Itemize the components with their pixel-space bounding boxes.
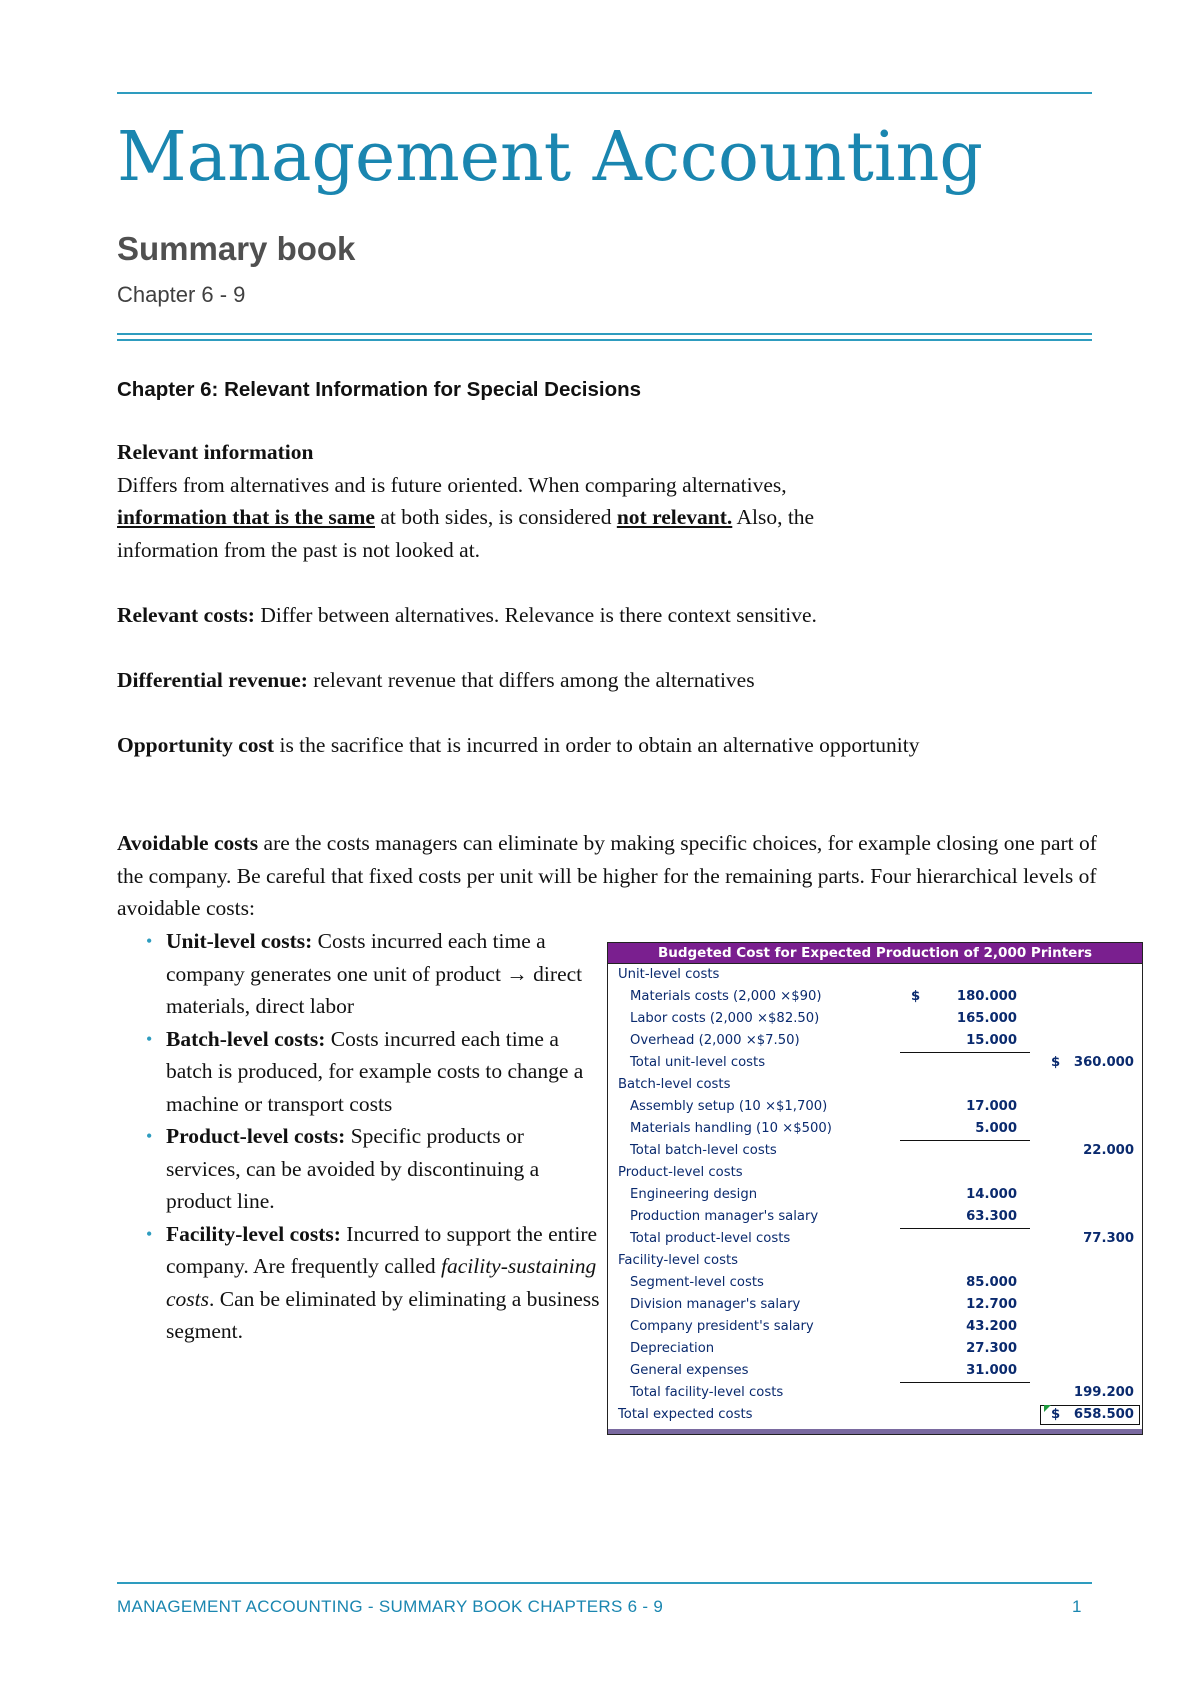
table-row [608,1206,1142,1228]
relevant-info-line1: Differs from alternatives and is future oriented. When comparing alternatives, [117,472,787,497]
relevant-info-mid: at both sides, is considered [374,505,617,529]
bullet-icon: • [146,1028,153,1049]
row-value: 15.000 [966,1033,1017,1048]
table-row [608,1338,1142,1360]
footer-rule [117,1582,1092,1584]
row-total: 199.200 [1073,1385,1134,1400]
batch-level-term: Batch-level costs: [166,1026,326,1051]
facility-level-text-before: Incurred to support the entire company. Are frequently called [166,1221,598,1278]
row-total: 22.000 [1083,1143,1134,1158]
page-number: 1 [1072,1597,1082,1616]
row-value: 165.000 [956,1011,1017,1026]
row-value: 63.300 [966,1209,1017,1224]
row-label: Materials costs (2,000 ×$90) [630,989,822,1004]
differential-revenue-term: Differential revenue: [117,668,308,692]
unit-level-term: Unit-level costs: [166,929,313,953]
row-value: 5.000 [975,1121,1017,1136]
unit-level-heading: Unit-level costs [618,967,720,982]
relevant-info-line3: information from the past is not looked at. [117,537,481,562]
bullet-icon: • [146,1223,153,1244]
table-row [608,1096,1142,1118]
table-row [608,1316,1142,1338]
row-label: Total unit-level costs [630,1055,766,1070]
row-value: 85.000 [966,1275,1017,1290]
dollar-sign: $ [1051,1055,1061,1070]
table-row [608,1008,1142,1030]
row-total: 77.300 [1083,1231,1134,1246]
avoidable-costs-term: Avoidable costs [117,831,259,855]
dollar-sign: $ [911,989,921,1004]
row-label: Depreciation [630,1341,715,1356]
row-label: Total product-level costs [630,1231,791,1246]
relevant-costs-text: Differ between alternatives. Relevance is there context sensitive. [254,603,817,627]
product-level-text: Specific products or services, can be avoided by discontinuing a product line. [166,1124,540,1213]
document-title: Management Accounting [117,118,983,197]
product-level-heading: Product-level costs [618,1165,743,1180]
table-row [608,1294,1142,1316]
table-row [608,986,1142,1008]
budget-table-title: Budgeted Cost for Expected Production of 2,000 Printers [608,943,1142,964]
table-row [608,1360,1142,1382]
facility-level-text-after: . Can be eliminated by eliminating a business segment. [166,1286,600,1343]
table-row [608,1030,1142,1052]
relevant-info-section [117,436,1102,566]
opportunity-cost-term: Opportunity cost [117,733,275,757]
relevant-costs-term: Relevant costs: [117,603,255,627]
table-row-total [608,1052,1142,1074]
list-item [146,1120,600,1218]
relevant-costs-paragraph [117,599,1102,632]
footer-text: MANAGEMENT ACCOUNTING - SUMMARY BOOK CHAPTERS 6 - 9 [117,1597,664,1616]
row-label: General expenses [630,1363,749,1378]
row-label: Engineering design [630,1187,758,1202]
row-label: Materials handling (10 ×$500) [630,1121,832,1136]
avoidable-costs-text: are the costs managers can eliminate by making specific choices, for example closing one part of the company. Be careful that fixed costs per unit will be higher for the remaining parts. Four hierarchical levels of avoidable costs: [117,831,1097,920]
bullet-icon: • [146,1126,153,1146]
underlined-not-relevant: not relevant. [616,505,733,529]
row-label: Division manager's salary [630,1297,801,1312]
opportunity-cost-paragraph [117,729,1007,762]
row-total: 360.000 [1073,1055,1134,1070]
cost-levels-list [146,925,600,1348]
facility-level-term: Facility-level costs: [166,1221,341,1246]
underlined-same-info: information that is the same [117,505,375,529]
row-value: 12.700 [966,1297,1017,1312]
row-label: Total facility-level costs [630,1385,784,1400]
grand-total-label: Total expected costs [618,1407,753,1422]
relevant-info-tail: Also, the [732,505,815,529]
row-label: Labor costs (2,000 ×$82.50) [630,1011,820,1026]
document-subtitle: Summary book [117,230,356,267]
unit-level-text: Costs incurred each time a company generates one unit of product → direct materials, direct labor [166,929,583,1018]
row-label: Segment-level costs [630,1275,764,1290]
header-bottom-rule-2 [117,339,1092,341]
facility-sustaining-italic: facility-sustaining costs [166,1254,597,1311]
batch-level-heading: Batch-level costs [618,1077,731,1092]
chapter-range: Chapter 6 - 9 [117,282,246,307]
list-item [146,1023,600,1121]
subtotal-line [900,1382,1030,1383]
table-row [608,1118,1142,1140]
row-value: 17.000 [966,1099,1017,1114]
row-value: 180.000 [956,989,1017,1004]
row-label: Total batch-level costs [630,1143,777,1158]
header-bottom-rule-1 [117,333,1092,335]
row-label: Overhead (2,000 ×$7.50) [630,1033,800,1048]
opportunity-cost-text: is the sacrifice that is incurred in order to obtain an alternative opportunity [274,733,920,757]
table-row-total [608,1228,1142,1250]
table-row-total [608,1382,1142,1404]
subtotal-line [900,1052,1030,1053]
facility-level-heading: Facility-level costs [618,1253,738,1268]
table-row-total [608,1140,1142,1162]
list-item [146,1218,600,1348]
table-row [608,1184,1142,1206]
row-label: Assembly setup (10 ×$1,700) [630,1099,828,1114]
row-label: Production manager's salary [630,1209,819,1224]
subtotal-line [900,1228,1030,1229]
grand-total-value: 658.500 [1073,1407,1134,1422]
relevant-info-line2 [117,501,1102,534]
differential-revenue-paragraph [117,664,1102,697]
row-label: Company president's salary [630,1319,814,1334]
relevant-info-heading: Relevant information [117,440,314,464]
avoidable-costs-paragraph [117,827,1102,925]
chapter-heading: Chapter 6: Relevant Information for Special Decisions [117,378,642,401]
product-level-term: Product-level costs: [166,1124,346,1148]
bullet-icon: • [146,931,153,951]
row-value: 14.000 [966,1187,1017,1202]
grand-total-row [608,1404,1142,1426]
batch-level-text: Costs incurred each time a batch is produced, for example costs to change a machine or transport costs [166,1026,584,1116]
differential-revenue-text: relevant revenue that differs among the alternatives [307,668,755,692]
row-value: 27.300 [966,1341,1017,1356]
table-row [608,1272,1142,1294]
row-value: 31.000 [966,1363,1017,1378]
dollar-sign: $ [1051,1407,1061,1422]
budget-table [607,942,1143,1435]
table-bottom-bar [608,1429,1142,1434]
header-top-rule [117,92,1092,94]
subtotal-line [900,1140,1030,1141]
row-value: 43.200 [966,1319,1017,1334]
list-item [146,925,600,1023]
